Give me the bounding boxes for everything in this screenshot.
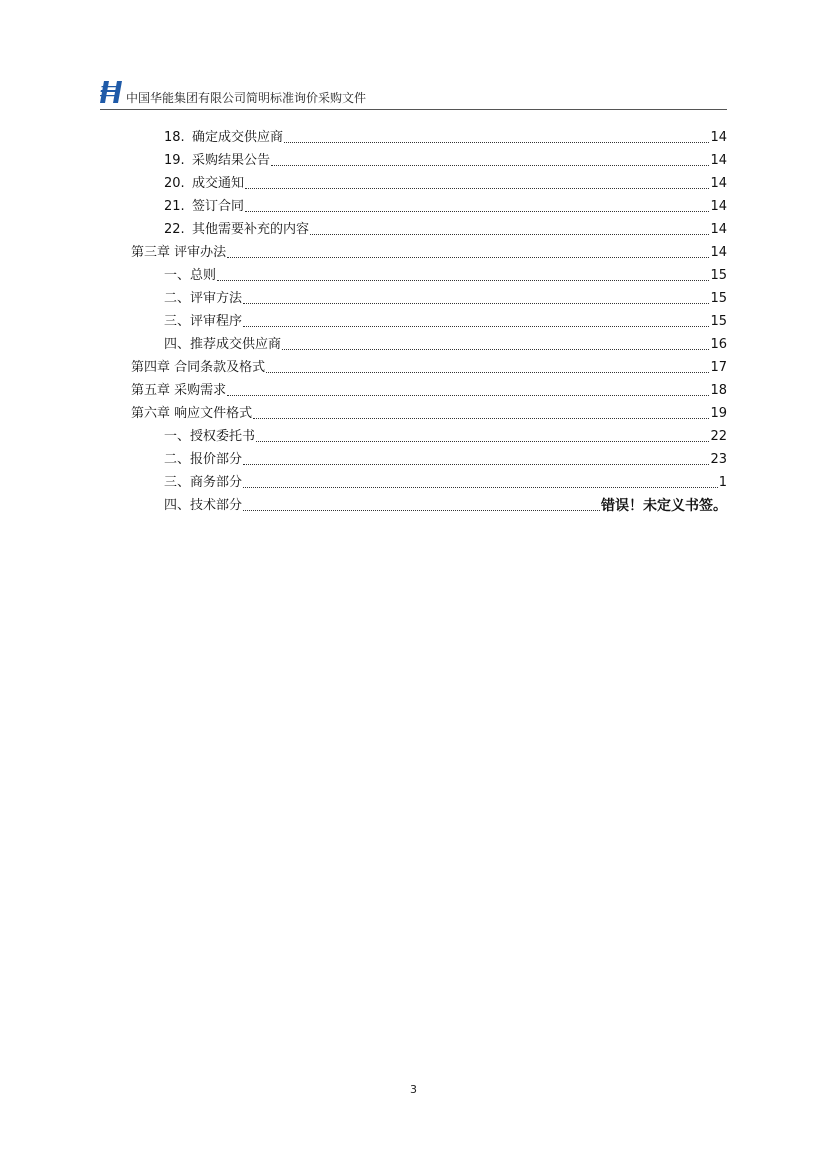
toc-dot-leader [217, 267, 709, 285]
toc-dot-leader [284, 129, 709, 147]
toc-entry-number: 21. [164, 199, 185, 214]
toc-dot-leader [282, 336, 709, 354]
toc-entry-page: 18 [710, 383, 727, 398]
toc-dot-leader [271, 152, 709, 170]
toc-dot-leader [245, 175, 709, 193]
toc-dot-leader [227, 244, 709, 262]
page-number: 3 [410, 1083, 417, 1096]
header-divider [100, 109, 727, 110]
toc-entry[interactable] [164, 447, 727, 469]
toc-entry[interactable] [164, 217, 727, 239]
toc-entry-page: 15 [710, 314, 727, 329]
toc-entry-page: 1 [718, 475, 727, 490]
toc-dot-leader [310, 221, 709, 239]
toc-entry[interactable] [164, 470, 727, 492]
toc-entry[interactable] [131, 401, 727, 423]
toc-entry-number: 22. [164, 222, 185, 237]
toc-entry-number: 19. [164, 153, 185, 168]
toc-dot-leader [266, 359, 709, 377]
toc-entry-page: 15 [710, 291, 727, 306]
toc-entry-page: 22 [710, 429, 727, 444]
toc-entry-page: 14 [710, 130, 727, 145]
toc-entry-label: 采购结果公告 [192, 153, 271, 168]
toc-entry-label: 第三章 评审办法 [131, 245, 227, 260]
toc-entry[interactable] [164, 148, 727, 170]
toc-entry[interactable] [164, 194, 727, 216]
toc-entry-label: 四、技术部分 [164, 498, 243, 513]
toc-entry[interactable] [164, 309, 727, 331]
header-title: 中国华能集团有限公司简明标准询价采购文件 [126, 91, 367, 105]
toc-entry-label: 签订合同 [192, 199, 245, 214]
toc-dot-leader [243, 313, 709, 331]
toc-entry-page: 14 [710, 199, 727, 214]
toc-entry-page: 14 [710, 153, 727, 168]
toc-entry-page: 14 [710, 245, 727, 260]
toc-entry-label: 三、商务部分 [164, 475, 243, 490]
toc-entry-label: 成交通知 [192, 176, 245, 191]
toc-dot-leader [243, 497, 600, 515]
toc-entry-page: 17 [710, 360, 727, 375]
toc-entry-label: 第六章 响应文件格式 [131, 406, 253, 421]
toc-entry-label: 一、授权委托书 [164, 429, 256, 444]
toc-dot-leader [227, 382, 709, 400]
toc-entry-label: 三、评审程序 [164, 314, 243, 329]
toc-dot-leader [253, 405, 709, 423]
page-header [100, 76, 727, 110]
toc-entry[interactable] [164, 171, 727, 193]
toc-entry-label: 二、评审方法 [164, 291, 243, 306]
huaneng-logo-icon [100, 78, 124, 105]
toc-entry[interactable] [164, 493, 727, 515]
toc-entry-label: 第四章 合同条款及格式 [131, 360, 266, 375]
toc-entry-page: 23 [710, 452, 727, 467]
toc-entry-page: 14 [710, 176, 727, 191]
toc-entry-number: 18. [164, 130, 185, 145]
toc-entry-label: 一、总则 [164, 268, 217, 283]
toc-dot-leader [256, 428, 709, 446]
toc-entry[interactable] [164, 125, 727, 147]
toc-entry-label: 其他需要补充的内容 [192, 222, 310, 237]
toc-entry[interactable] [164, 263, 727, 285]
toc-entry[interactable] [164, 424, 727, 446]
toc-dot-leader [245, 198, 709, 216]
toc-dot-leader [243, 474, 718, 492]
toc-entry[interactable] [131, 240, 727, 262]
toc-entry[interactable] [164, 286, 727, 308]
toc-entry-page: 19 [710, 406, 727, 421]
toc-entry-page: 14 [710, 222, 727, 237]
toc-entry-page: 15 [710, 268, 727, 283]
toc-entry-label: 四、推荐成交供应商 [164, 337, 282, 352]
toc-entry[interactable] [164, 332, 727, 354]
toc-dot-leader [243, 290, 709, 308]
toc-entry-page: 16 [710, 337, 727, 352]
toc-entry[interactable] [131, 378, 727, 400]
toc-entry-label: 第五章 采购需求 [131, 383, 227, 398]
toc-entry-error-text: 错误！未定义书签。 [601, 498, 727, 514]
toc-entry-label: 确定成交供应商 [192, 130, 284, 145]
toc-entry-number: 20. [164, 176, 185, 191]
toc-entry-label: 二、报价部分 [164, 452, 243, 467]
toc-entry[interactable] [131, 355, 727, 377]
toc-dot-leader [243, 451, 709, 469]
